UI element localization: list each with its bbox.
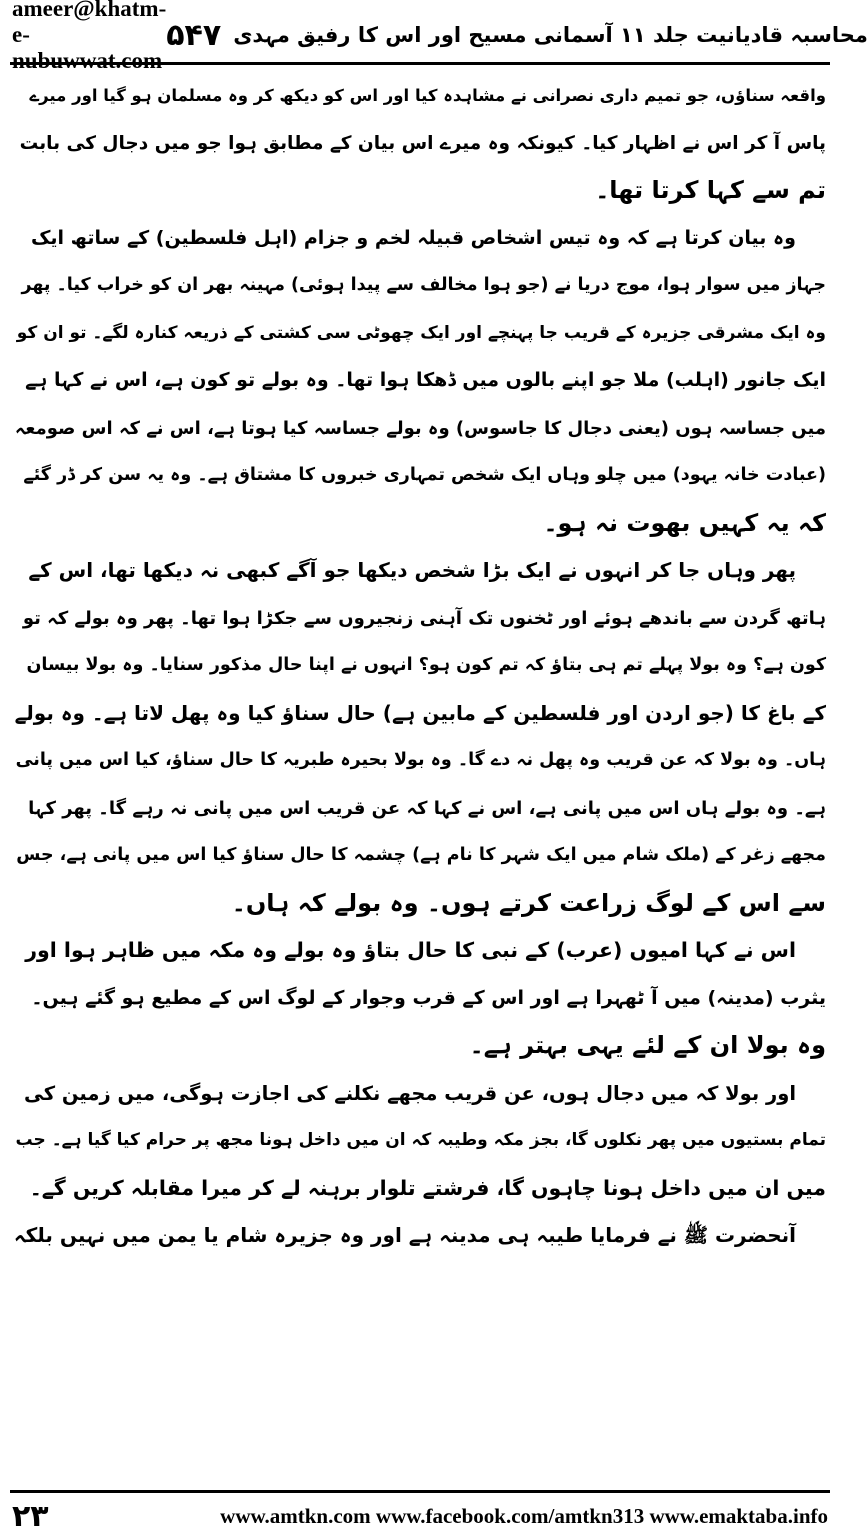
text-line: ایک جانور (اہلب) ملا جو اپنے بالوں میں ڈھکا ہوا تھا۔ وہ بولے تو کون ہے، اس نے کہا ہے: [25, 369, 826, 391]
text-line: تم سے کہا کرتا تھا۔: [595, 176, 826, 204]
text-line: ہے۔ وہ بولے ہاں اس میں پانی ہے، اس نے کہا کہ عن قریب اس میں پانی نہ رہے گا۔ پھر کہا: [28, 797, 826, 819]
text-line: وہ بولا ان کے لئے یہی بہتر ہے۔: [469, 1031, 826, 1059]
header-title-group: [166, 18, 868, 53]
text-line: پاس آ کر اس نے اظہار کیا۔ کیونکہ وہ میرے اس بیان کے مطابق ہوا جو میں دجال کی بابت: [19, 132, 826, 154]
text-line: اس نے کہا امیوں (عرب) کے نبی کا حال بتاؤ وہ بولے وہ مکہ میں ظاہر ہوا اور: [25, 938, 796, 962]
header-rule: [10, 62, 830, 65]
page-footer: [12, 1496, 828, 1536]
text-line: میں جساسہ ہوں (یعنی دجال کا جاسوس) وہ بولے جساسہ کیا ہوتا ہے، اس نے کہ اس صومعہ: [14, 417, 826, 439]
text-line: کے باغ کا (جو اردن اور فلسطین کے مابین ہے) حال سناؤ کیا وہ پھل لاتا ہے۔ وہ بولے: [14, 700, 826, 725]
footer-rule: [10, 1490, 830, 1493]
header-title: محاسبہ قادیانیت جلد ۱۱ آسمانی مسیح اور اس کا رفیق مہدی: [233, 23, 868, 47]
text-line: تمام بستیوں میں پھر نکلوں گا، بجز مکہ وطیبہ کہ ان میں داخل ہونا مجھ پر حرام کیا گیا ہے۔ جب: [15, 1130, 826, 1150]
body-text: [14, 72, 826, 1260]
text-line: واقعہ سناؤں، جو تمیم داری نصرانی نے مشاہدہ کیا اور اس کو دیکھ کر وہ مسلمان ہو گیا اور میرے: [29, 86, 826, 105]
text-line: اور بولا کہ میں دجال ہوں، عن قریب مجھے نکلنے کی اجازت ہوگی، میں زمین کی: [24, 1081, 796, 1105]
text-line: میں ان میں داخل ہونا چاہوں گا، فرشتے تلوار برہنہ لے کر میرا مقابلہ کریں گے۔: [29, 1175, 826, 1200]
text-line: سے اس کے لوگ زراعت کرتے ہوں۔ وہ بولے کہ ہاں۔: [231, 888, 826, 917]
text-line: وہ بیان کرتا ہے کہ وہ تیس اشخاص قبیلہ لخم و جزام (اہل فلسطین) کے ساتھ ایک: [30, 226, 796, 249]
text-line: جہاز میں سوار ہوا، موج دریا نے (جو ہوا مخالف سے پیدا ہوئی) مہینہ بھر ان کو خراب کیا۔ پھر: [21, 275, 826, 295]
text-line: ہاتھ گردن سے باندھے ہوئے اور ٹخنوں تک آہنی زنجیروں سے جکڑا ہوا تھا۔ پھر وہ بولے کہ تو: [22, 607, 826, 629]
header-email: ameer@khatm-e-nubuwwat.com: [12, 0, 167, 73]
text-line: کون ہے؟ وہ بولا پہلے تم ہی بتاؤ کہ تم کون ہو؟ انہوں نے اپنا حال مذکور سنایا۔ وہ بولا بیسان: [26, 655, 826, 675]
text-line: پھر وہاں جا کر انہوں نے ایک بڑا شخص دیکھا جو آگے کبھی نہ دیکھا تھا، اس کے: [28, 558, 796, 582]
text-line: آنحضرت ﷺ نے فرمایا طیبہ ہی مدینہ ہے اور وہ جزیرہ شام یا یمن میں نہیں بلکہ: [13, 1223, 796, 1247]
footer-page-number: ۲۳: [12, 1498, 49, 1534]
text-line: یثرب (مدینہ) میں آ ٹھہرا ہے اور اس کے قرب وجوار کے لوگ اس کے مطیع ہو گئے ہیں۔: [31, 986, 826, 1009]
text-line: (عبادت خانہ یہود) میں چلو وہاں ایک شخص تمہاری خبروں کا مشتاق ہے۔ وہ یہ سن کر ڈر گئے: [23, 465, 826, 485]
text-line: کہ یہ کہیں بھوت نہ ہو۔: [543, 508, 826, 537]
text-line: مجھے زغر کے (ملک شام میں ایک شہر کا نام ہے) چشمہ کا حال سناؤ کیا اس میں پانی ہے، جس: [16, 845, 826, 865]
page-header: [12, 0, 868, 73]
text-line: وہ ایک مشرقی جزیرہ کے قریب جا پہنچے اور ایک چھوٹی سی کشتی کے ذریعہ کنارہ لگے۔ تو ان کو: [16, 322, 826, 343]
footer-links: www.amtkn.com www.facebook.com/amtkn313 www.emaktaba.info: [220, 1503, 828, 1528]
header-page-number: ۵۴۷: [166, 17, 222, 53]
text-line: ہاں۔ وہ بولا کہ عن قریب وہ پھل نہ دے گا۔ وہ بولا بحیرہ طبریہ کا حال سناؤ، کیا اس میں پانی: [15, 750, 826, 770]
